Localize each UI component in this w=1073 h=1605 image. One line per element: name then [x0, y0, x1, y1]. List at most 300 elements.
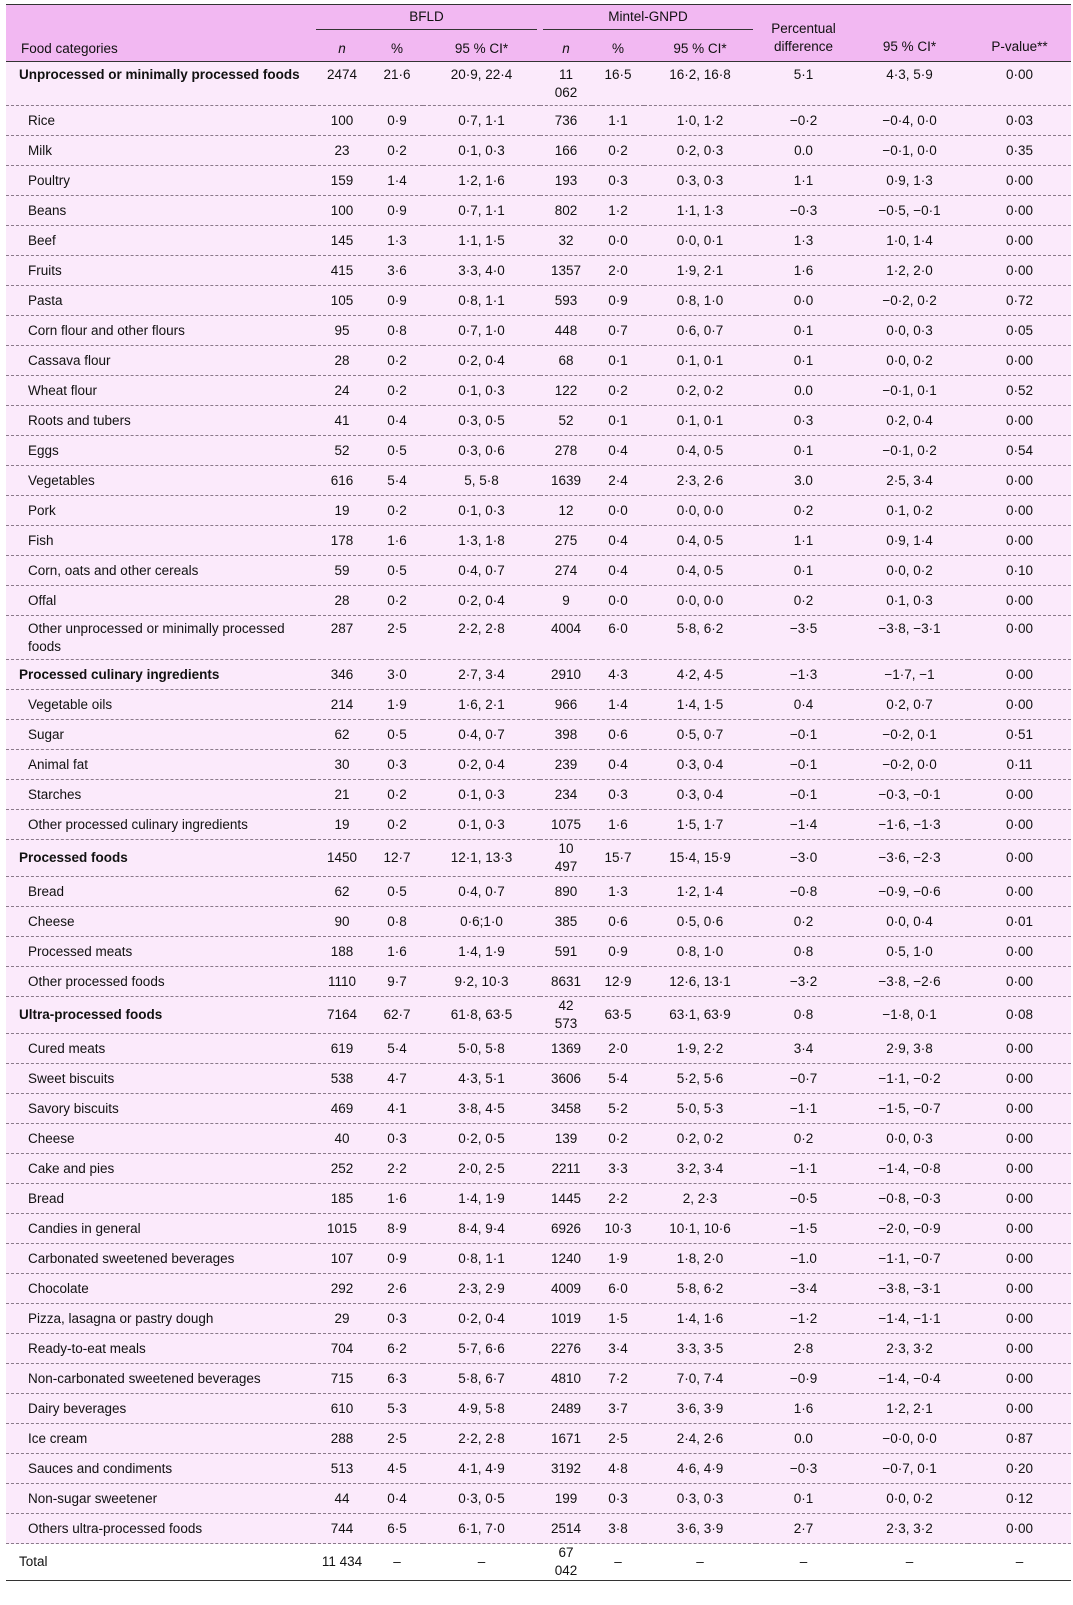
cell-p-value: 0·00 [1006, 1280, 1034, 1296]
cell-bfld-pct: 2·5 [387, 621, 407, 636]
header-bfld-ci: 95 % CI* [423, 35, 540, 62]
cell-bfld-ci: 61·8, 63·5 [450, 1007, 513, 1022]
cell-mintel-ci: 3·2, 3·4 [676, 1160, 724, 1176]
cell-bfld-ci: 2·2, 2·8 [458, 621, 505, 636]
table-row [6, 720, 1071, 750]
cell-bfld-ci: 4·3, 5·1 [458, 1070, 505, 1086]
cell-bfld-pct: 5·3 [387, 1400, 407, 1416]
cell-bfld-pct: 0·9 [387, 1250, 407, 1266]
cell-mintel-n: 52 [558, 412, 574, 428]
cell-mintel-n: 448 [554, 322, 578, 338]
cell-percentual-difference: 0·2 [793, 1130, 814, 1146]
cell-p-value: 0·00 [1006, 412, 1034, 428]
cell-bfld-n: 100 [330, 202, 354, 218]
cell-bfld-n: 188 [330, 943, 354, 959]
cell-bfld-ci: 1·6, 2·1 [458, 696, 505, 712]
cell-mintel-pct: 3·3 [608, 1160, 628, 1176]
cell-mintel-ci: 1·9, 2·1 [676, 262, 724, 278]
cell-mintel-pct: 1·6 [608, 816, 628, 832]
table-row [6, 780, 1071, 810]
header-mintel: Mintel-GNPD [543, 9, 753, 30]
table-row [6, 1484, 1071, 1514]
cell-bfld-ci: 0·1, 0·3 [458, 142, 505, 158]
cell-label: Non-carbonated sweetened beverages [28, 1370, 261, 1386]
cell-label: Beans [28, 202, 67, 218]
cell-bfld-n: 469 [330, 1100, 354, 1116]
cell-mintel-ci: 3·3, 3·5 [676, 1340, 724, 1356]
cell-bfld-ci: 0·3, 0·6 [458, 442, 505, 458]
cell-mintel-ci: 5·2, 5·6 [676, 1070, 724, 1086]
cell-diff-ci: 1·2, 2·1 [886, 1400, 933, 1416]
cell-mintel-ci: 2, 2·3 [682, 1190, 718, 1206]
cell-percentual-difference: 2·8 [793, 1340, 814, 1356]
cell-diff-ci: −0·2, 0·1 [882, 726, 937, 742]
cell-label: Eggs [28, 442, 59, 458]
cell-mintel-ci: 4·2, 4·5 [676, 666, 724, 682]
cell-bfld-pct: – [393, 1554, 401, 1569]
cell-mintel-pct: 0·2 [608, 1130, 628, 1146]
cell-mintel-ci: 4·6, 4·9 [676, 1460, 724, 1476]
cell-label: Carbonated sweetened beverages [28, 1250, 235, 1266]
cell-bfld-pct: 0·2 [387, 502, 407, 518]
cell-mintel-n: 32 [558, 232, 574, 248]
cell-diff-ci: −1·8, 0·1 [882, 1007, 937, 1022]
cell-percentual-difference: 0.0 [794, 1430, 813, 1446]
cell-p-value: 0·00 [1006, 850, 1034, 865]
cell-p-value: 0·20 [1006, 1460, 1034, 1476]
cell-label: Beef [28, 232, 56, 248]
cell-mintel-n: 234 [554, 786, 578, 802]
cell-p-value: 0·10 [1006, 562, 1034, 578]
cell-bfld-n: 744 [330, 1520, 354, 1536]
cell-diff-ci: −1·7, −1 [884, 666, 935, 682]
cell-mintel-pct: 3·8 [608, 1520, 628, 1536]
total-row [6, 1544, 1071, 1581]
cell-bfld-pct: 0·5 [387, 883, 407, 899]
cell-percentual-difference: 0·2 [793, 502, 814, 518]
table-row [6, 1034, 1071, 1064]
cell-bfld-ci: 8·4, 9·4 [458, 1220, 505, 1236]
cell-label: Starches [28, 786, 82, 802]
cell-mintel-n: 966 [554, 696, 578, 712]
cell-label: Offal [28, 592, 57, 608]
cell-mintel-pct: 0·3 [608, 172, 628, 188]
cell-bfld-pct: 5·4 [387, 472, 407, 488]
cell-bfld-pct: 0·5 [387, 726, 407, 742]
cell-bfld-pct: 0·4 [387, 1490, 407, 1506]
cell-percentual-difference: −0·3 [789, 202, 818, 218]
cell-mintel-n: 67 042 [554, 1545, 578, 1578]
cell-diff-ci: −1·4, −1·1 [878, 1310, 941, 1326]
cell-mintel-pct: 5·4 [608, 1070, 628, 1086]
header-bfld-group [313, 5, 540, 35]
food-categories-table [6, 4, 1071, 1581]
cell-diff-ci: −0·2, 0·2 [882, 292, 937, 308]
cell-mintel-n: 275 [554, 532, 578, 548]
cell-percentual-difference: −0·1 [789, 786, 818, 802]
table-row [6, 346, 1071, 376]
cell-mintel-pct: 0·1 [608, 412, 628, 428]
cell-diff-ci: −0·0, 0·0 [882, 1430, 937, 1446]
cell-diff-ci: −1·5, −0·7 [878, 1100, 941, 1116]
cell-label: Dairy beverages [28, 1400, 127, 1416]
cell-p-value: 0·00 [1006, 172, 1034, 188]
cell-label: Other unprocessed or minimally processed foods [28, 621, 285, 654]
cell-diff-ci: 0·0, 0·2 [886, 1490, 933, 1506]
cell-diff-ci: −1·1, −0·7 [878, 1250, 941, 1266]
cell-label: Corn, oats and other cereals [28, 562, 199, 578]
cell-bfld-pct: 4·7 [387, 1070, 407, 1086]
cell-percentual-difference: 1·6 [793, 262, 814, 278]
cell-bfld-pct: 1·3 [387, 232, 407, 248]
cell-percentual-difference: −1·3 [789, 666, 818, 682]
cell-bfld-pct: 0·2 [387, 816, 407, 832]
cell-bfld-n: 105 [330, 292, 354, 308]
cell-mintel-pct: 12·9 [604, 973, 632, 989]
cell-p-value: – [1015, 1554, 1024, 1569]
cell-bfld-ci: 0·8, 1·1 [458, 292, 505, 308]
cell-p-value: 0·00 [1006, 1040, 1034, 1056]
cell-diff-ci: 0·1, 0·2 [886, 502, 933, 518]
cell-percentual-difference: 0·1 [793, 352, 814, 368]
cell-diff-ci: −3·8, −3·1 [878, 1280, 941, 1296]
table-container [6, 4, 1071, 1581]
cell-bfld-pct: 0·2 [387, 142, 407, 158]
cell-percentual-difference: 0·1 [793, 562, 814, 578]
cell-bfld-n: 178 [330, 532, 354, 548]
cell-label: Fish [28, 532, 54, 548]
cell-mintel-ci: 0·1, 0·1 [676, 412, 724, 428]
cell-bfld-n: 59 [334, 562, 350, 578]
header-mintel-ci: 95 % CI* [644, 35, 756, 62]
header-n-text: n [562, 41, 570, 56]
cell-mintel-n: 122 [554, 382, 578, 398]
cell-percentual-difference: 1·3 [793, 232, 814, 248]
cell-bfld-ci: 0·2, 0·4 [458, 756, 505, 772]
cell-mintel-pct: 1·3 [608, 883, 628, 899]
cell-p-value: 0·00 [1006, 666, 1034, 682]
cell-bfld-n: 21 [334, 786, 350, 802]
cell-percentual-difference: −0·7 [789, 1070, 818, 1086]
cell-percentual-difference: −0·5 [789, 1190, 818, 1206]
category-row [6, 62, 1071, 106]
cell-diff-ci: −0·1, 0·1 [882, 382, 937, 398]
cell-bfld-n: 346 [330, 666, 354, 682]
cell-mintel-n: 12 [558, 502, 574, 518]
table-row [6, 690, 1071, 720]
table-row [6, 496, 1071, 526]
cell-mintel-n: 2211 [551, 1160, 581, 1176]
cell-diff-ci: −3·8, −2·6 [878, 973, 941, 989]
cell-bfld-ci: 2·2, 2·8 [458, 1430, 505, 1446]
cell-bfld-pct: 5·4 [387, 1040, 407, 1056]
cell-mintel-pct: 4·8 [608, 1460, 628, 1476]
cell-diff-ci: −1·4, −0·8 [878, 1160, 941, 1176]
cell-mintel-ci: 0·3, 0·3 [676, 172, 724, 188]
cell-bfld-ci: 12·1, 13·3 [450, 850, 513, 865]
cell-p-value: 0·54 [1006, 442, 1034, 458]
cell-label: Processed meats [28, 943, 133, 959]
cell-mintel-pct: 15·7 [604, 850, 632, 865]
cell-label: Chocolate [28, 1280, 89, 1296]
cell-label: Pizza, lasagna or pastry dough [28, 1310, 214, 1326]
cell-label: Total [19, 1554, 48, 1569]
cell-diff-ci: 1·0, 1·4 [886, 232, 933, 248]
table-row [6, 1334, 1071, 1364]
cell-diff-ci: 0·9, 1·4 [886, 532, 933, 548]
cell-bfld-n: 619 [330, 1040, 354, 1056]
cell-mintel-pct: 3·7 [608, 1400, 628, 1416]
cell-percentual-difference: −3·5 [789, 621, 818, 636]
header-food-categories: Food categories [6, 5, 313, 62]
cell-mintel-pct: 0·6 [608, 726, 628, 742]
table-row [6, 1304, 1071, 1334]
cell-bfld-n: 41 [334, 412, 350, 428]
header-mintel-n [540, 35, 592, 62]
cell-label: Vegetables [28, 472, 95, 488]
cell-bfld-pct: 12·7 [383, 850, 411, 865]
cell-bfld-n: 40 [334, 1130, 350, 1146]
cell-mintel-ci: 5·8, 6·2 [676, 621, 724, 636]
cell-percentual-difference: 0·0 [793, 292, 814, 308]
cell-mintel-ci: 0·0, 0·0 [676, 592, 724, 608]
cell-label: Sauces and condiments [28, 1460, 173, 1476]
cell-mintel-pct: 1·9 [608, 1250, 628, 1266]
cell-mintel-n: 1369 [550, 1040, 582, 1056]
cell-bfld-ci: 0·4, 0·7 [458, 562, 505, 578]
cell-diff-ci: 0·0, 0·2 [886, 562, 933, 578]
cell-bfld-n: 23 [334, 142, 350, 158]
cell-label: Ice cream [28, 1430, 88, 1446]
cell-mintel-ci: 0·4, 0·5 [676, 562, 724, 578]
cell-p-value: 0·00 [1006, 532, 1034, 548]
cell-bfld-ci: 0·3, 0·5 [458, 412, 505, 428]
cell-mintel-pct: 16·5 [604, 67, 632, 82]
cell-mintel-pct: 1·5 [608, 1310, 628, 1326]
cell-mintel-pct: 0·3 [608, 1490, 628, 1506]
cell-mintel-ci: 1·1, 1·3 [676, 202, 724, 218]
category-row [6, 840, 1071, 877]
cell-diff-ci: 0·9, 1·3 [886, 172, 933, 188]
header-mintel-pct: % [592, 35, 644, 62]
cell-mintel-ci: 12·6, 13·1 [669, 973, 731, 989]
cell-percentual-difference: −1·5 [789, 1220, 818, 1236]
cell-p-value: 0·00 [1006, 1160, 1034, 1176]
cell-mintel-ci: 0·2, 0·3 [676, 142, 724, 158]
cell-mintel-n: 736 [554, 112, 578, 128]
cell-percentual-difference: −1·2 [789, 1310, 818, 1326]
cell-p-value: 0·01 [1006, 913, 1034, 929]
table-row [6, 1184, 1071, 1214]
cell-p-value: 0·51 [1006, 726, 1034, 742]
cell-mintel-ci: 0·3, 0·4 [676, 756, 724, 772]
cell-bfld-n: 252 [330, 1160, 354, 1176]
cell-mintel-ci: 0·2, 0·2 [676, 1130, 724, 1146]
cell-label: Cheese [28, 1130, 75, 1146]
category-row [6, 997, 1071, 1034]
cell-mintel-pct: – [614, 1554, 622, 1569]
cell-bfld-n: 24 [334, 382, 350, 398]
cell-p-value: 0·87 [1006, 1430, 1034, 1446]
cell-mintel-n: 239 [554, 756, 578, 772]
cell-mintel-ci: 3·6, 3·9 [676, 1520, 724, 1536]
cell-percentual-difference: 0·1 [793, 1490, 814, 1506]
cell-p-value: 0·00 [1006, 1100, 1034, 1116]
cell-bfld-pct: 0·8 [387, 322, 407, 338]
cell-bfld-pct: 6·5 [387, 1520, 407, 1536]
table-body [6, 62, 1071, 1581]
cell-label: Sweet biscuits [28, 1070, 115, 1086]
cell-mintel-pct: 1·2 [608, 202, 628, 218]
cell-mintel-n: 42 573 [554, 998, 578, 1031]
cell-bfld-pct: 8·9 [387, 1220, 407, 1236]
cell-mintel-ci: 0·4, 0·5 [676, 532, 724, 548]
cell-label: Non-sugar sweetener [28, 1490, 158, 1506]
cell-mintel-n: 139 [554, 1130, 578, 1146]
table-row [6, 436, 1071, 466]
cell-mintel-ci: 0·1, 0·1 [676, 352, 724, 368]
cell-p-value: 0·00 [1006, 1220, 1034, 1236]
cell-bfld-ci: 3·8, 4·5 [458, 1100, 505, 1116]
cell-p-value: 0·00 [1006, 786, 1034, 802]
cell-label: Wheat flour [28, 382, 98, 398]
cell-mintel-ci: 2·4, 2·6 [676, 1430, 724, 1446]
cell-diff-ci: −0·3, −0·1 [878, 786, 941, 802]
cell-bfld-n: 29 [334, 1310, 350, 1326]
table-row [6, 1454, 1071, 1484]
cell-mintel-n: 6926 [550, 1220, 582, 1236]
cell-p-value: 0·08 [1006, 1007, 1034, 1022]
cell-p-value: 0·00 [1006, 943, 1034, 959]
cell-percentual-difference: 5·1 [793, 67, 814, 82]
cell-mintel-ci: 15·4, 15·9 [669, 850, 731, 865]
cell-mintel-pct: 0·9 [608, 292, 628, 308]
cell-bfld-ci: 0·8, 1·1 [458, 1250, 505, 1266]
header-bfld-pct: % [371, 35, 423, 62]
cell-percentual-difference: −1·1 [789, 1100, 818, 1116]
cell-mintel-ci: 3·6, 3·9 [676, 1400, 724, 1416]
cell-diff-ci: 2·3, 3·2 [886, 1520, 933, 1536]
cell-bfld-ci: 0·3, 0·5 [458, 1490, 505, 1506]
cell-diff-ci: −0·7, 0·1 [882, 1460, 937, 1476]
cell-label: Corn flour and other flours [28, 322, 185, 338]
cell-bfld-n: 288 [330, 1430, 354, 1446]
cell-mintel-pct: 2·0 [608, 1040, 628, 1056]
cell-bfld-pct: 0·3 [387, 1130, 407, 1146]
cell-bfld-pct: 3·0 [387, 666, 407, 682]
cell-bfld-pct: 6·3 [387, 1370, 407, 1386]
cell-bfld-ci: 1·4, 1·9 [458, 943, 505, 959]
cell-mintel-ci: 0·5, 0·6 [676, 913, 724, 929]
cell-label: Bread [28, 883, 65, 899]
category-row [6, 660, 1071, 690]
table-row [6, 1274, 1071, 1304]
cell-bfld-n: 538 [330, 1070, 354, 1086]
cell-mintel-n: 4009 [550, 1280, 582, 1296]
cell-bfld-n: 62 [334, 726, 350, 742]
cell-mintel-ci: 1·4, 1·5 [676, 696, 724, 712]
cell-mintel-pct: 0·7 [608, 322, 628, 338]
cell-bfld-n: 704 [330, 1340, 354, 1356]
cell-p-value: 0·00 [1006, 67, 1034, 82]
cell-diff-ci: −0·8, −0·3 [878, 1190, 941, 1206]
cell-bfld-pct: 0·2 [387, 382, 407, 398]
cell-label: Pasta [28, 292, 63, 308]
cell-bfld-pct: 21·6 [383, 67, 411, 82]
cell-bfld-ci: 0·6;1·0 [460, 913, 503, 929]
cell-percentual-difference: 0·1 [793, 322, 814, 338]
cell-label: Bread [28, 1190, 65, 1206]
cell-mintel-pct: 7·2 [608, 1370, 628, 1386]
cell-p-value: 0·00 [1006, 1370, 1034, 1386]
cell-label: Roots and tubers [28, 412, 131, 428]
header-bfld-n [313, 35, 371, 62]
cell-mintel-n: 802 [554, 202, 578, 218]
cell-diff-ci: 2·5, 3·4 [886, 472, 933, 488]
table-row [6, 136, 1071, 166]
header-p-value [968, 5, 1071, 62]
cell-p-value: 0·00 [1006, 352, 1034, 368]
cell-mintel-pct: 0·2 [608, 142, 628, 158]
cell-bfld-ci: 0·2, 0·5 [458, 1130, 505, 1146]
cell-bfld-ci: 0·4, 0·7 [458, 726, 505, 742]
table-row [6, 406, 1071, 436]
cell-diff-ci: −0·1, 0·2 [882, 442, 937, 458]
cell-bfld-ci: 0·1, 0·3 [458, 786, 505, 802]
cell-bfld-n: 616 [330, 472, 354, 488]
cell-mintel-n: 10 497 [554, 841, 578, 874]
cell-bfld-pct: 9·7 [387, 973, 407, 989]
cell-mintel-ci: 5·8, 6·2 [676, 1280, 724, 1296]
cell-bfld-ci: 0·1, 0·3 [458, 502, 505, 518]
cell-bfld-n: 159 [330, 172, 354, 188]
table-row [6, 810, 1071, 840]
cell-percentual-difference: 1·1 [793, 532, 814, 548]
cell-label: Other processed foods [28, 973, 165, 989]
cell-bfld-pct: 0·9 [387, 202, 407, 218]
table-row [6, 1364, 1071, 1394]
table-row [6, 466, 1071, 496]
table-row [6, 1514, 1071, 1544]
table-row [6, 967, 1071, 997]
cell-bfld-n: 1110 [327, 973, 357, 989]
cell-bfld-ci: 0·2, 0·4 [458, 1310, 505, 1326]
cell-p-value: 0·00 [1006, 1190, 1034, 1206]
cell-mintel-n: 1671 [550, 1430, 582, 1446]
cell-bfld-n: 715 [330, 1370, 354, 1386]
cell-diff-ci: 0·2, 0·7 [886, 696, 933, 712]
cell-p-value: 0·00 [1006, 202, 1034, 218]
cell-label: Savory biscuits [28, 1100, 119, 1116]
cell-mintel-pct: 10·3 [604, 1220, 632, 1236]
cell-p-value: 0·00 [1006, 1070, 1034, 1086]
cell-mintel-pct: 6·0 [608, 621, 628, 636]
cell-label: Vegetable oils [28, 696, 113, 712]
cell-bfld-ci: 0·7, 1·1 [458, 112, 505, 128]
cell-label: Poultry [28, 172, 71, 188]
cell-diff-ci: −3·6, −2·3 [878, 850, 941, 865]
cell-mintel-n: 9 [562, 592, 570, 608]
cell-mintel-n: 1445 [550, 1190, 582, 1206]
cell-mintel-n: 890 [554, 883, 578, 899]
cell-mintel-n: 3192 [550, 1460, 582, 1476]
cell-mintel-ci: – [696, 1554, 704, 1569]
cell-diff-ci: −1·1, −0·2 [878, 1070, 941, 1086]
cell-bfld-pct: 0·5 [387, 562, 407, 578]
table-row [6, 1094, 1071, 1124]
cell-bfld-ci: 0·4, 0·7 [458, 883, 505, 899]
cell-label: Ready-to-eat meals [28, 1340, 146, 1356]
